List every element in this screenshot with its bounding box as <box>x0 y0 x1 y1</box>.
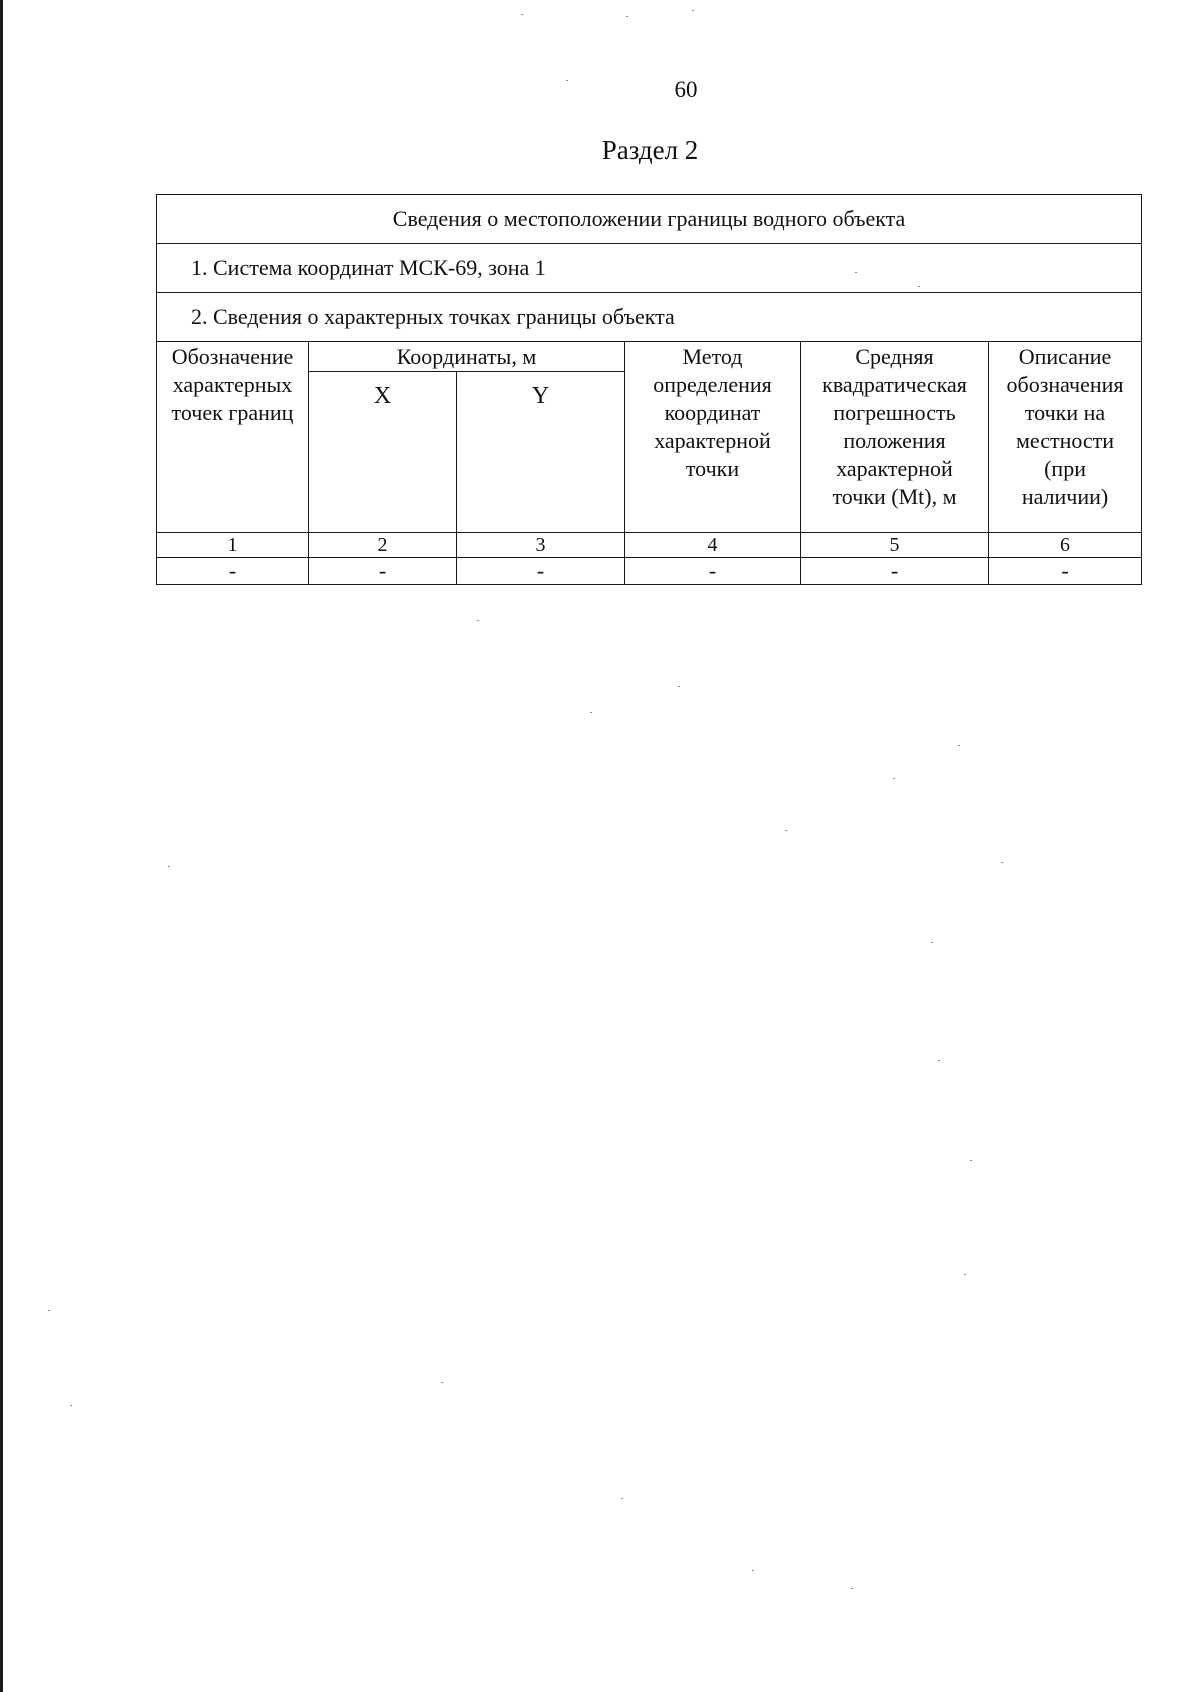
header-line: квадратическая <box>822 372 967 397</box>
table-cell: - <box>457 558 625 585</box>
page-number: 60 <box>674 77 698 102</box>
header-line: точек границ <box>171 400 294 425</box>
section-title: Раздел 2 <box>601 135 699 165</box>
column-number: 1 <box>157 533 309 558</box>
header-line: точки (Mt), м <box>832 484 957 509</box>
header-line: точки на <box>1024 400 1106 425</box>
header-line: определения <box>653 372 772 397</box>
header-line: Метод <box>682 344 743 369</box>
header-line: характерной <box>654 428 771 453</box>
header-line: Обозначение <box>171 344 294 369</box>
table-cell: - <box>309 558 457 585</box>
header-line: координат <box>664 400 761 425</box>
header-line: обозначения <box>1006 372 1124 397</box>
header-x: X <box>309 372 457 533</box>
table-cell: - <box>157 558 309 585</box>
header-line: Описание <box>1018 344 1112 369</box>
header-line: погрешность <box>833 400 956 425</box>
table-row <box>157 558 1142 585</box>
header-description <box>989 342 1142 533</box>
header-line: характерной <box>836 456 953 481</box>
coordinate-system: 1. Система координат МСК-69, зона 1 <box>157 244 1142 293</box>
header-line: положения <box>843 428 946 453</box>
header-line: точки <box>685 456 740 481</box>
column-number: 2 <box>309 533 457 558</box>
header-line: Средняя <box>855 344 934 369</box>
header-coordinates: Координаты, м <box>309 342 625 372</box>
column-number: 3 <box>457 533 625 558</box>
header-line: местности <box>1015 428 1115 453</box>
header-line: (при <box>1044 456 1086 481</box>
header-designation <box>157 342 309 533</box>
header-line: наличии) <box>1021 484 1109 509</box>
boundary-table <box>156 194 1142 585</box>
header-error <box>801 342 989 533</box>
column-number: 5 <box>801 533 989 558</box>
table-cell: - <box>989 558 1142 585</box>
header-y: Y <box>457 372 625 533</box>
points-caption: 2. Сведения о характерных точках границы объекта <box>157 293 1142 342</box>
column-number: 4 <box>625 533 801 558</box>
table-caption: Сведения о местоположении границы водного объекта <box>157 195 1142 244</box>
header-line: характерных <box>172 372 293 397</box>
header-method <box>625 342 801 533</box>
table-cell: - <box>801 558 989 585</box>
table-cell: - <box>625 558 801 585</box>
column-number: 6 <box>989 533 1142 558</box>
scan-edge <box>0 0 3 1692</box>
